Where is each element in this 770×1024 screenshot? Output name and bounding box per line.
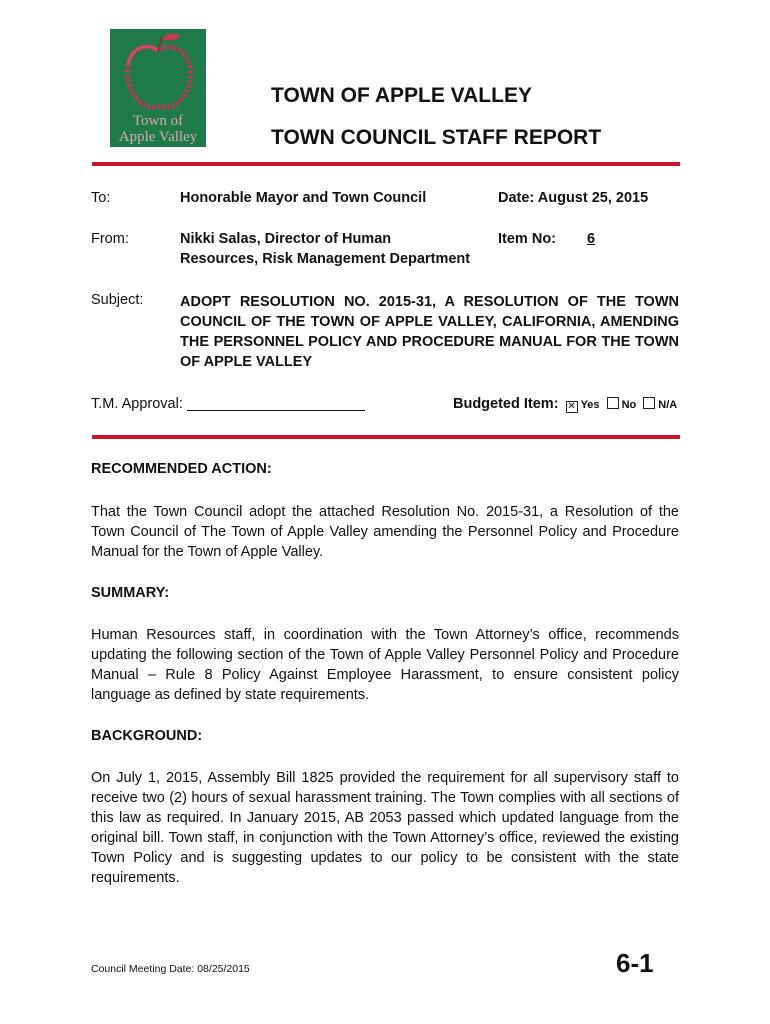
footer-meeting-date: Council Meeting Date: 08/25/2015	[91, 963, 250, 975]
to-label: To:	[91, 190, 111, 206]
budgeted-item	[453, 396, 677, 413]
recommended-text: That the Town Council adopt the attached Resolution No. 2015-31, a Resolution of the Town Council of The Town of Apple Valley amending the Personnel Policy and Procedure Manual for the Town of Apple Valley.	[91, 504, 679, 560]
from-line2: Resources, Risk Management Department	[180, 251, 471, 267]
background-heading: BACKGROUND:	[91, 728, 203, 744]
background-text: On July 1, 2015, Assembly Bill 1825 provided the requirement for all supervisory staff to receive two (2) hours of sexual harassment training. The Town complies with all sections of this law as required. In January 2015, AB 2053 passed which updated language from the original bill. Town staff, in conjunction with the Town Attorney’s office, reviewed the existing Town Policy and is suggesting updates to our policy to be consistent with the state requirements.	[91, 770, 679, 886]
subject-text: ADOPT RESOLUTION NO. 2015-31, A RESOLUTION OF THE TOWN COUNCIL OF THE TOWN OF APPLE VALLEY, CALIFORNIA, AMENDING THE PERSONNEL POLICY AND PROCEDURE MANUAL FOR THE TOWN OF APPLE VALLEY	[180, 294, 679, 370]
item-number: 6	[587, 231, 596, 247]
top-divider	[92, 162, 680, 166]
logo-text-line1: Town of	[132, 113, 184, 129]
item-label: Item No:	[498, 231, 556, 247]
from-line1: Nikki Salas, Director of Human	[180, 231, 392, 247]
na-label: N/A	[658, 399, 678, 411]
yes-label: Yes	[580, 399, 600, 411]
tm-approval	[91, 396, 365, 412]
tm-approval-line[interactable]	[187, 396, 365, 411]
subject-label: Subject:	[91, 292, 144, 308]
budgeted-item-label: Budgeted Item:	[453, 396, 559, 412]
date-field	[498, 190, 648, 206]
bottom-divider	[92, 435, 680, 439]
recommended-heading: RECOMMENDED ACTION:	[91, 461, 272, 477]
to-value: Honorable Mayor and Town Council	[180, 190, 427, 206]
no-label: No	[621, 399, 637, 411]
report-subtitle: TOWN COUNCIL STAFF REPORT	[271, 126, 602, 149]
tm-approval-label: T.M. Approval:	[91, 396, 183, 412]
summary-text: Human Resources staff, in coordination with the Town Attorney’s office, recommends updating the following section of the Town of Apple Valley Personnel Policy and Procedure Manual – Rule 8 Policy Against Employee Harassment, to ensure consistent policy language as defined by state requirements.	[91, 627, 679, 703]
date-value: August 25, 2015	[537, 190, 649, 206]
date-label: Date:	[498, 190, 535, 206]
page-title: TOWN OF APPLE VALLEY	[271, 84, 532, 107]
yes-checkbox[interactable]: ✕	[567, 401, 576, 412]
logo-text-line2: Apple Valley	[118, 129, 198, 145]
page-number: 6-1	[616, 948, 654, 978]
summary-heading: SUMMARY:	[91, 585, 170, 601]
town-logo	[110, 29, 206, 147]
no-checkbox[interactable]	[607, 397, 619, 409]
from-label: From:	[91, 231, 129, 247]
na-checkbox[interactable]	[643, 397, 655, 409]
